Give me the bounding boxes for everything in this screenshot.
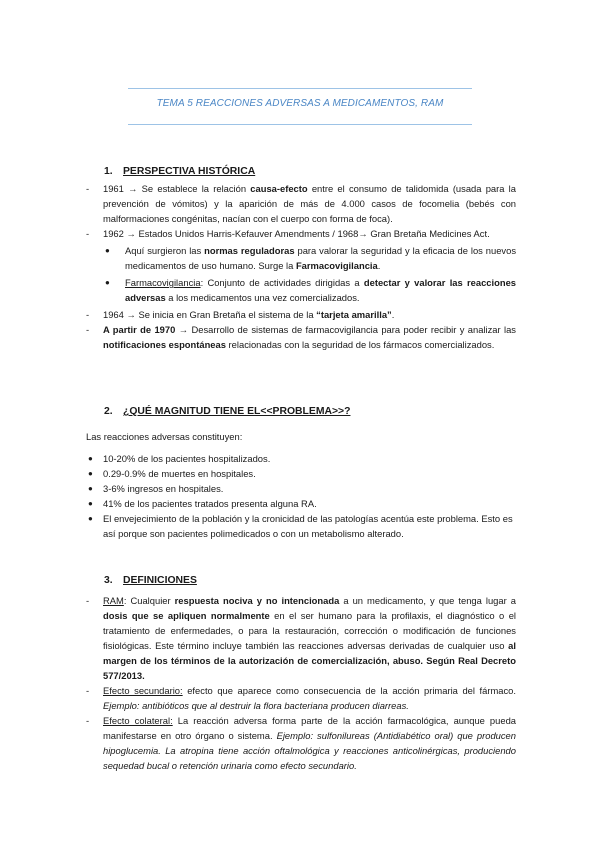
dash-marker: - xyxy=(86,685,90,696)
list-item: ● El envejecimiento de la población y la cronicidad de las patologías acentúa este problema. Esto es así porque son pacientes polimedicados o con un metabolismo alterado. xyxy=(88,513,513,539)
arrow-icon: → xyxy=(126,228,136,239)
bullet-icon: ● xyxy=(88,499,93,508)
history-subitem-farmacovigilancia: ● Farmacovigilancia: Conjunto de actividades dirigidas a detectar y valorar las reacciones adversas a los medicamentos una vez comercializados. xyxy=(105,277,516,303)
bullet-icon: ● xyxy=(88,484,93,493)
section-1-number: 1. xyxy=(104,166,113,177)
arrow-icon: → xyxy=(358,228,368,239)
section-3-list xyxy=(86,593,516,773)
section-3-title: DEFINICIONES xyxy=(123,575,197,586)
arrow-icon: → xyxy=(126,309,136,320)
list-item: ● 41% de los pacientes tratados presenta alguna RA. xyxy=(88,498,317,509)
dash-marker: - xyxy=(86,324,90,335)
dash-marker: - xyxy=(86,183,90,194)
history-item-1962: - 1962 → Estados Unidos Harris-Kefauver Amendments / 1968→ Gran Bretaña Medicines Act. xyxy=(86,228,490,239)
section-2-heading xyxy=(104,404,350,419)
title-bottom-rule xyxy=(128,124,472,125)
dash-marker: - xyxy=(86,595,90,606)
history-item-1964: - 1964 → Se inicia en Gran Bretaña el sistema de la “tarjeta amarilla”. xyxy=(86,309,395,320)
bullet-icon: ● xyxy=(88,514,93,523)
section-2-intro: Las reacciones adversas constituyen: xyxy=(86,431,243,442)
document-title: TEMA 5 REACCIONES ADVERSAS A MEDICAMENTOS, RAM xyxy=(156,98,444,109)
history-item-1970: - A partir de 1970 → Desarrollo de sistemas de farmacovigilancia para poder recibir y analizar las notificaciones espontáneas relacionadas con la seguridad de los fármacos comercializados. xyxy=(86,324,516,350)
section-1-title: PERSPECTIVA HISTÓRICA xyxy=(123,166,256,177)
section-2-title: ¿QUÉ MAGNITUD TIENE EL<<PROBLEMA>>? xyxy=(123,406,351,417)
section-1-heading xyxy=(104,164,255,179)
section-3-number: 3. xyxy=(104,575,113,586)
dash-marker: - xyxy=(86,715,90,726)
title-block xyxy=(128,88,472,125)
history-item-1961: - 1961 → Se establece la relación causa-efecto entre el consumo de talidomida (usada para la prevención de vómitos) y la aparición de más de 4.000 casos de focomelia (bebés con malformaciones congénitas, nacían con el cuerpo con forma de foca). xyxy=(86,183,516,224)
section-2-list xyxy=(86,451,516,541)
bullet-icon: ● xyxy=(88,469,93,478)
arrow-icon: → xyxy=(178,324,189,335)
list-item: ● 0.29-0.9% de muertes en hospitales. xyxy=(88,468,256,479)
bullet-icon: ● xyxy=(88,454,93,463)
history-subitem-normas: ● Aquí surgieron las normas reguladoras para valorar la seguridad y la eficacia de los nuevos medicamentos de uso humano. Surge la Farmacovigilancia. xyxy=(105,245,517,271)
definition-ram: - RAM: Cualquier respuesta nociva y no intencionada a un medicamento, y que tenga lugar a dosis que se apliquen normalmente en el ser humano para la profilaxis, el diagnóstico o el tratamiento de enfermedades, o para la restauración, corrección o modificación de funciones fisiológicas. Este término incluye también las reacciones adversas derivadas de cualquier uso al margen de los términos de la autorización de comercialización, abuso. Según Real Decreto 577/2013. xyxy=(86,595,517,681)
bullet-icon: ● xyxy=(105,246,110,255)
definition-efecto-colateral: - Efecto colateral: La reacción adversa forma parte de la acción farmacológica, aunque pueda manifestarse en otro órgano o sistema. Ejemplo: sulfonilureas (Antidiabético oral) que producen hipoglucemia. La atropina tiene acción oftalmológica y reacciones anticolinérgicas, produciendo sequedad bucal o retención urinaria como efecto secundario. xyxy=(86,715,516,771)
section-1-list xyxy=(86,181,516,352)
list-item: ● 3-6% ingresos en hospitales. xyxy=(88,483,224,494)
section-3-heading xyxy=(104,573,197,588)
dash-marker: - xyxy=(86,309,90,320)
section-2-number: 2. xyxy=(104,406,113,417)
arrow-icon: → xyxy=(128,183,138,194)
dash-marker: - xyxy=(86,228,90,239)
definition-efecto-secundario: - Efecto secundario: efecto que aparece como consecuencia de la acción primaria del fármaco. Ejemplo: antibióticos que al destruir la flora bacteriana producen diarreas. xyxy=(86,685,517,711)
list-item: ● 10-20% de los pacientes hospitalizados. xyxy=(88,453,271,464)
bullet-icon: ● xyxy=(105,278,110,287)
